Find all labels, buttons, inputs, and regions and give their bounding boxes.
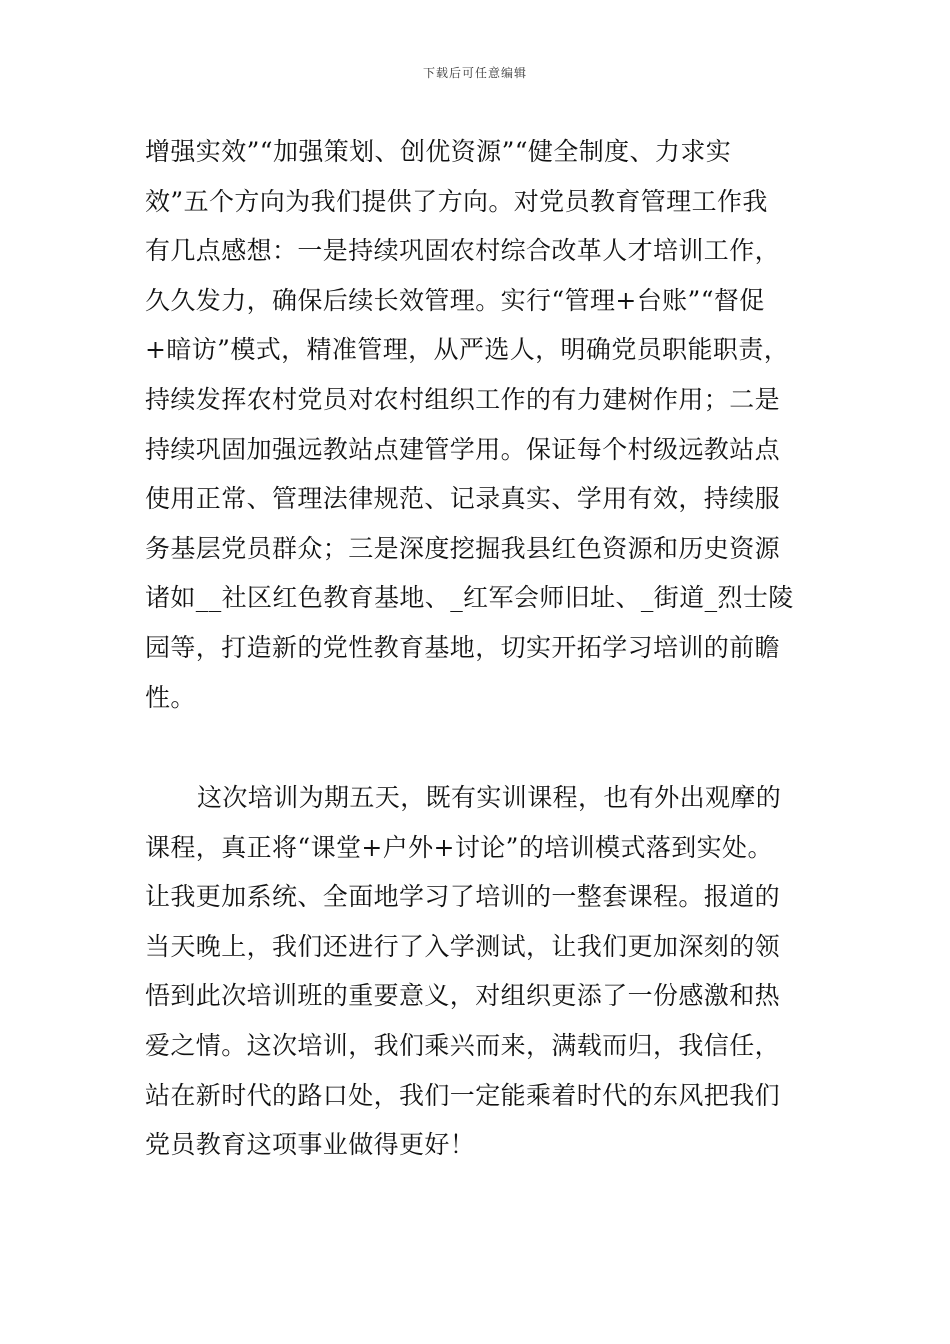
paragraph-1 bbox=[145, 127, 810, 722]
text-line: 诸如__社区红色教育基地、_红军会师旧址、_街道_烈士陵 bbox=[145, 583, 794, 613]
text-line: 党员教育这项事业做得更好！ bbox=[145, 1130, 476, 1160]
text-line: 让我更加系统、全面地学习了培训的一整套课程。报道的 bbox=[145, 882, 781, 912]
text-line: 悟到此次培训班的重要意义，对组织更添了一份感激和热 bbox=[145, 981, 781, 1011]
text-line: 增强实效”“加强策划、创优资源”“健全制度、力求实 bbox=[145, 137, 732, 166]
text-line: 效”五个方向为我们提供了方向。对党员教育管理工作我 bbox=[145, 186, 768, 216]
text-line: 有几点感想：一是持续巩固农村综合改革人才培训工作， bbox=[145, 236, 781, 266]
text-line: 园等，打造新的党性教育基地，切实开拓学习培训的前瞻 bbox=[145, 632, 781, 662]
paragraph-2 bbox=[145, 773, 810, 1170]
text-line: +暗访”模式，精准管理，从严选人，明确党员职能职责， bbox=[145, 335, 790, 365]
text-line: 务基层党员群众；三是深度挖掘我县红色资源和历史资源 bbox=[145, 533, 781, 563]
text-line: 这次培训为期五天，既有实训课程，也有外出观摩的 bbox=[197, 783, 782, 812]
text-line: 使用正常、管理法律规范、记录真实、学用有效，持续服 bbox=[145, 484, 781, 514]
text-line: 站在新时代的路口处，我们一定能乘着时代的东风把我们 bbox=[145, 1080, 781, 1110]
text-line: 性。 bbox=[145, 682, 196, 712]
header-note: 下载后可任意编辑 bbox=[422, 66, 527, 80]
text-line: 爱之情。这次培训，我们乘兴而来，满载而归，我信任， bbox=[145, 1030, 781, 1060]
text-line: 久久发力，确保后续长效管理。实行“管理+台账”“督促 bbox=[145, 285, 765, 315]
text-line: 持续发挥农村党员对农村组织工作的有力建树作用；二是 bbox=[145, 384, 781, 414]
text-line: 当天晚上，我们还进行了入学测试，让我们更加深刻的领 bbox=[145, 931, 781, 961]
text-line: 持续巩固加强远教站点建管学用。保证每个村级远教站点 bbox=[145, 434, 781, 464]
text-line: 课程，真正将“课堂+户外+讨论”的培训模式落到实处。 bbox=[145, 832, 773, 862]
